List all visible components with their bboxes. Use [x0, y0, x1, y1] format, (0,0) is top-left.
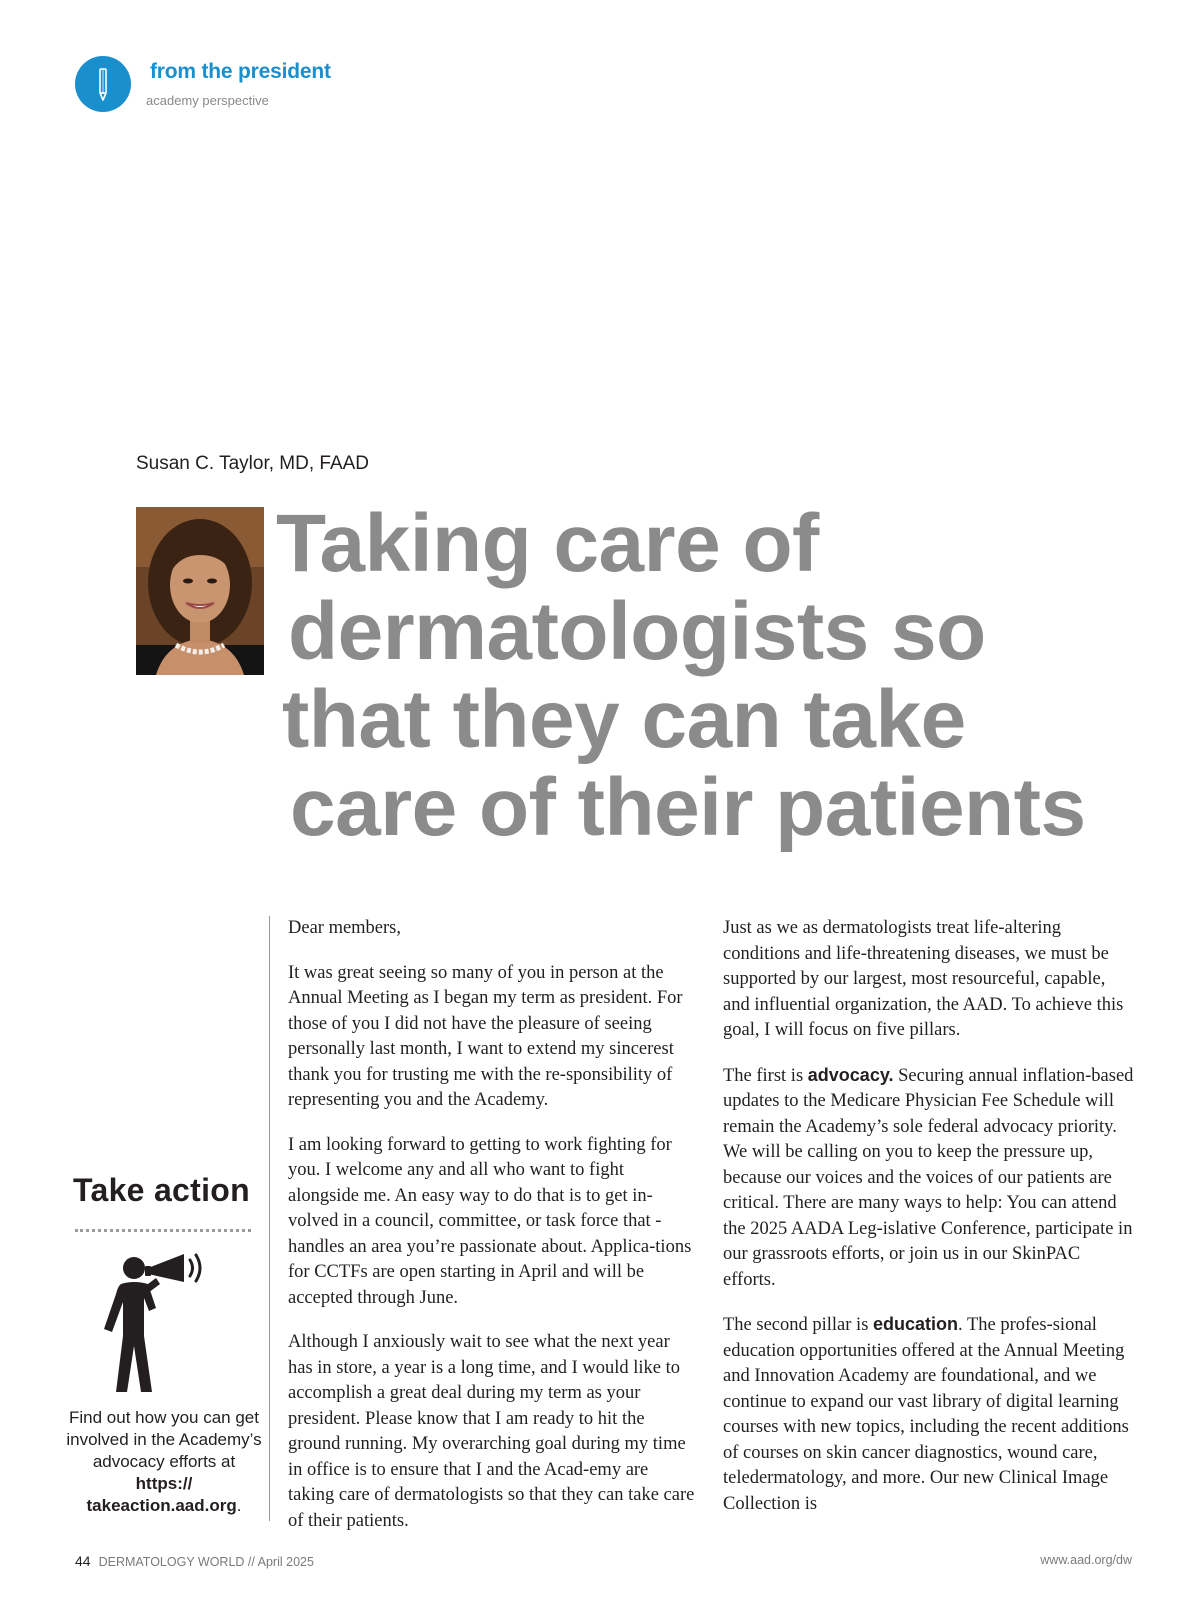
keyword-advocacy: advocacy. — [807, 1064, 894, 1085]
headline-line-3: that they can take — [282, 674, 966, 765]
paragraph-text: . The profes-sional education opportunities offered at the Annual Meeting and Innovation Academy are foundational, and we continue to expand our vast library of digital learning courses with new topics, including the recent additions of courses on skin cancer diagnostics, wound care, teledermatology, and more. Our new Clinical Image Collection is — [723, 1315, 1129, 1514]
headline-line-4: care of their patients — [290, 762, 1086, 853]
paragraph-lead: The second pillar is — [723, 1315, 874, 1335]
footer-url[interactable]: www.aad.org/dw — [1040, 1553, 1132, 1567]
paragraph: I am looking forward to getting to work fighting for you. I welcome any and all who want to fight alongside me. An easy way to do that is to get in-volved in a council, committee, or task force that -handles an area you’re passionate about. Applica-tions for CCTFs are open starting in April and will be accepted through June. — [288, 1134, 692, 1308]
megaphone-person-icon — [104, 1250, 216, 1401]
paragraph-lead: The first is — [723, 1065, 808, 1086]
section-subtitle: academy perspective — [146, 93, 269, 108]
take-action-period: . — [236, 1496, 242, 1515]
salutation: Dear members, — [288, 918, 402, 938]
section-badge — [75, 56, 131, 112]
author-portrait — [136, 507, 264, 675]
paragraph: Although I anxiously wait to see what the next year has in store, a year is a long time, and I would like to accomplish a great deal during my term as your president. Please know that I am ready to hit the ground running. My overarching goal during my time in office is to ensure that I and the Acad-emy are taking care of dermatologists so that they can take care of their patients. — [288, 1332, 695, 1531]
take-action-title: Take action — [73, 1172, 250, 1208]
paragraph-education — [723, 1312, 1135, 1517]
body-column-1 — [288, 916, 698, 1553]
keyword-education: education — [873, 1314, 959, 1334]
sidebar-divider — [269, 916, 270, 1521]
take-action-text: Find out how you can get involved in the Academy’s advocacy efforts at — [66, 1408, 262, 1471]
dotted-divider — [75, 1229, 251, 1232]
section-title: from the president — [150, 60, 331, 83]
paragraph: It was great seeing so many of you in person at the Annual Meeting as I began my term as president. For those of you I did not have the pleasure of seeing personally last month, I want to extend my sincerest thank you for trusting me with the re-sponsibility of representing you and the Academy. — [288, 962, 683, 1110]
pencil-icon — [75, 56, 131, 112]
headline-line-2: dermatologists so — [288, 586, 986, 677]
paragraph-advocacy — [723, 1063, 1135, 1294]
publication-info: DERMATOLOGY WORLD // April 2025 — [98, 1555, 314, 1569]
footer-left — [75, 1553, 314, 1569]
headline — [276, 500, 1156, 852]
paragraph: Just as we as dermatologists treat life-altering conditions and life-threatening diseases, we must be supported by our largest, most resourceful, capable, and influential organization, the AAD. To achieve this goal, I will focus on five pillars. — [723, 918, 1124, 1040]
headline-line-1: Taking care of — [276, 498, 819, 589]
take-action-link[interactable]: https:// takeaction.aad.org — [86, 1474, 237, 1515]
page-number: 44 — [75, 1553, 91, 1569]
author-byline: Susan C. Taylor, MD, FAAD — [136, 453, 370, 474]
paragraph-text: Securing annual inflation-based updates to the Medicare Physician Fee Schedule will remain the Academy’s sole federal advocacy priority. We will be calling on you to keep the pressure up, because our voices and the voices of our patients are critical. There are many ways to help: You can attend the 2025 AADA Leg-islative Conference, participate in our grassroots efforts, or join us in our SkinPAC efforts. — [723, 1065, 1134, 1290]
take-action-description — [66, 1407, 262, 1517]
body-column-2 — [723, 916, 1135, 1536]
